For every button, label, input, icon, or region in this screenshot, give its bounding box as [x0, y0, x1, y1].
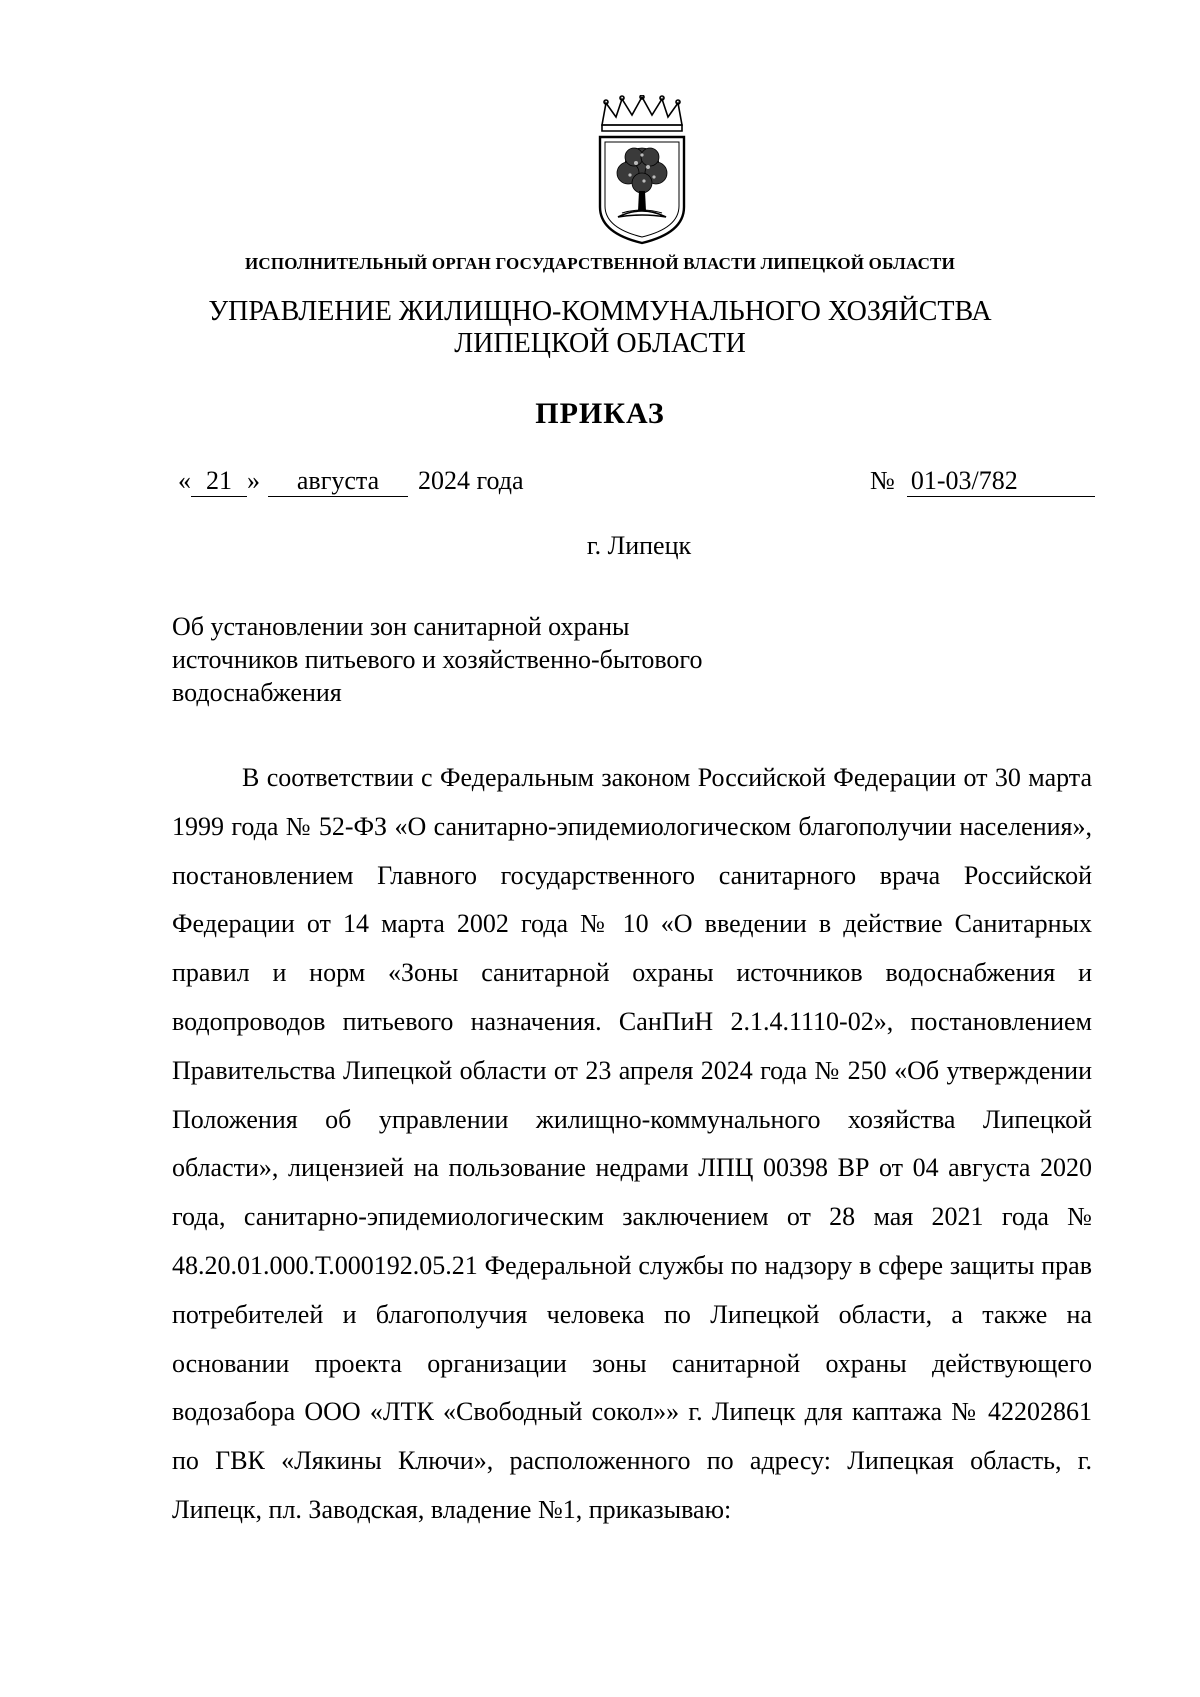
subject-line3: водоснабжения — [172, 678, 342, 707]
subject-line2: источников питьевого и хозяйственно-бытового — [172, 645, 703, 674]
date-quote-open: « — [178, 466, 191, 495]
number-value: 01-03/782 — [907, 466, 1095, 497]
number-sign: № — [870, 466, 895, 495]
document-type-title: ПРИКАЗ — [535, 397, 665, 430]
date-year: 2024 года — [418, 466, 524, 495]
city-name: г. Липецк — [586, 531, 692, 560]
organization-name: ИСПОЛНИТЕЛЬНЫЙ ОРГАН ГОСУДАРСТВЕННОЙ ВЛАСТИ ЛИПЕЦКОЙ ОБЛАСТИ — [244, 254, 956, 273]
department-name-line2: ЛИПЕЦКОЙ ОБЛАСТИ — [454, 328, 746, 359]
document-subject — [172, 610, 872, 709]
date-day: 21 — [191, 466, 247, 497]
document-date — [178, 466, 524, 497]
subject-line1: Об установлении зон санитарной охраны — [172, 612, 630, 641]
body-paragraph: В соответствии с Федеральным законом Российской Федерации от 30 марта 1999 года № 52-ФЗ «О санитарно-эпидемиологическом благополучии населения», постановлением Главного государственного санитарного врача Российской Федерации от 14 марта 2002 года № 10 «О введении в действие Санитарных правил и норм «Зоны санитарной охраны источников водоснабжения и водопроводов питьевого назначения. СанПиН 2.1.4.1110-02», постановлением Правительства Липецкой области от 23 апреля 2024 года № 250 «Об утверждении Положения об управлении жилищно-коммунального хозяйства Липецкой области», лицензией на пользование недрами ЛПЦ 00398 ВР от 04 августа 2020 года, санитарно-эпидемиологическим заключением от 28 мая 2021 года № 48.20.01.000.Т.000192.05.21 Федеральной службы по надзору в сфере защиты прав потребителей и благополучия человека по Липецкой области, а также на основании проекта организации зоны санитарной охраны действующего водозабора ООО «ЛТК «Свободный сокол»» г. Липецк для каптажа № 42202861 по ГВК «Лякины Ключи», расположенного по адресу: Липецкая область, г. Липецк, пл. Заводская, владение №1, приказываю: — [172, 763, 1092, 1524]
lipetsk-coat-of-arms-icon — [592, 95, 692, 245]
department-name-line1: УПРАВЛЕНИЕ ЖИЛИЩНО-КОММУНАЛЬНОГО ХОЗЯЙСТВА — [208, 296, 992, 327]
date-month: августа — [268, 466, 408, 497]
department-name — [0, 296, 1200, 360]
date-quote-close: » — [247, 466, 260, 495]
document-number — [870, 466, 1095, 497]
